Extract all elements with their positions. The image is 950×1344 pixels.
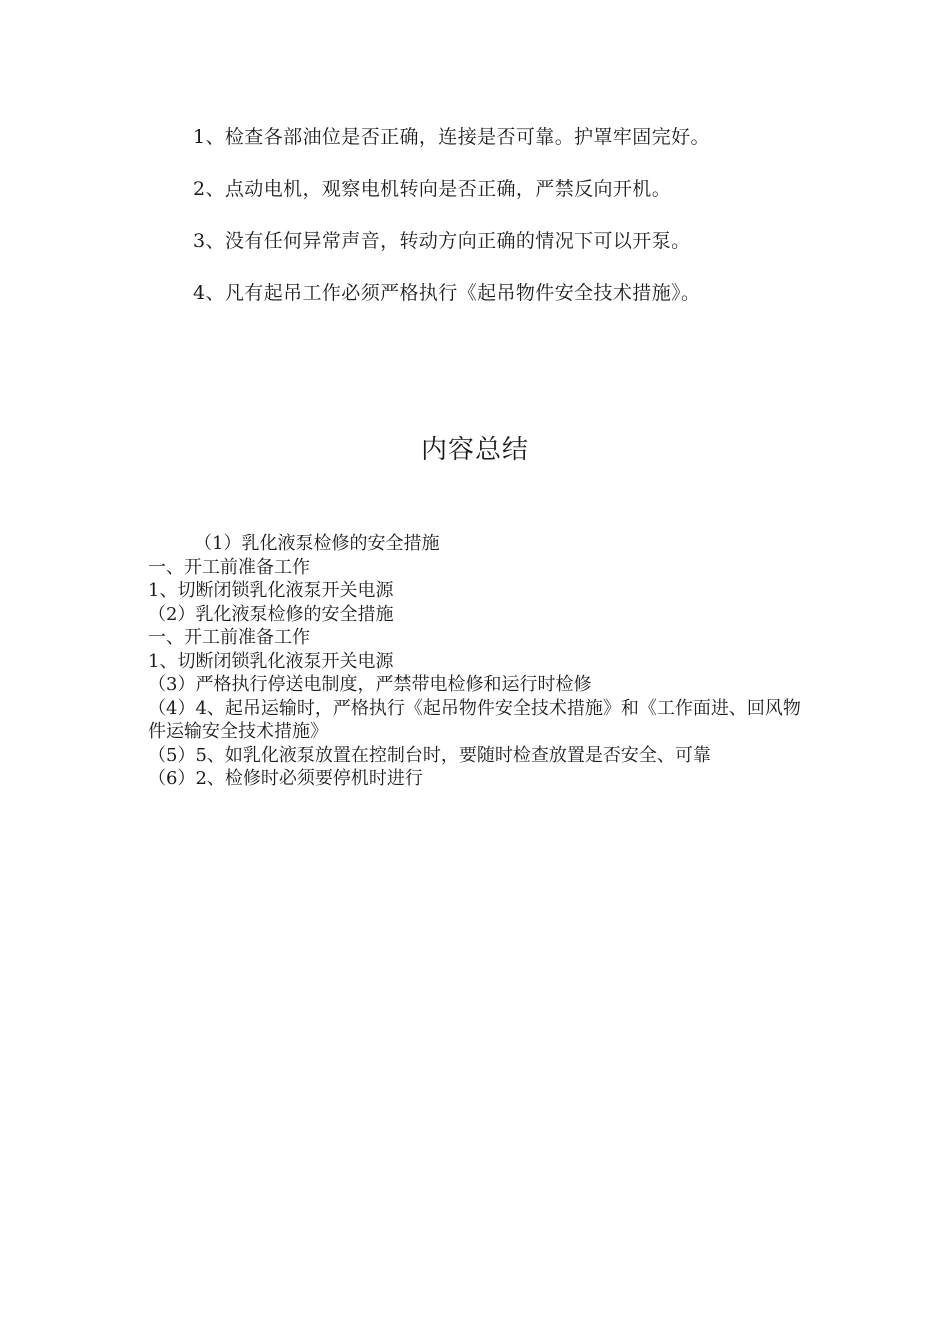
summary-title: 内容总结: [420, 435, 529, 465]
step-item: 1、检查各部油位是否正确，连接是否可靠。护罩牢固完好。: [193, 126, 710, 148]
procedure-steps: [193, 122, 833, 330]
summary-line: （6）2、检修时必须要停机时进行: [148, 768, 423, 789]
step-item: 4、凡有起吊工作必须严格执行《起吊物件安全技术措施》。: [193, 282, 701, 304]
summary-line: （1）乳化液泵检修的安全措施: [194, 533, 440, 554]
summary-line: 1、切断闭锁乳化液泵开关电源: [148, 650, 394, 672]
summary-content: [148, 532, 808, 791]
step-item: 2、点动电机，观察电机转向是否正确，严禁反向开机。: [193, 178, 672, 200]
summary-line: 1、切断闭锁乳化液泵开关电源: [148, 580, 394, 601]
step-item: 3、没有任何异常声音，转动方向正确的情况下可以开泵。: [193, 230, 691, 252]
summary-line: （4）4、起吊运输时，严格执行《起吊物件安全技术措施》和《工作面进、回风物件运输安全技术措施》: [148, 697, 801, 742]
summary-line: （2）乳化液泵检修的安全措施: [148, 603, 394, 625]
summary-line: 一、开工前准备工作: [148, 627, 310, 648]
summary-line: （5）5、如乳化液泵放置在控制台时，要随时检查放置是否安全、可靠: [148, 744, 711, 766]
summary-line: 一、开工前准备工作: [148, 556, 310, 578]
summary-line: （3）严格执行停送电制度，严禁带电检修和运行时检修: [148, 674, 592, 695]
